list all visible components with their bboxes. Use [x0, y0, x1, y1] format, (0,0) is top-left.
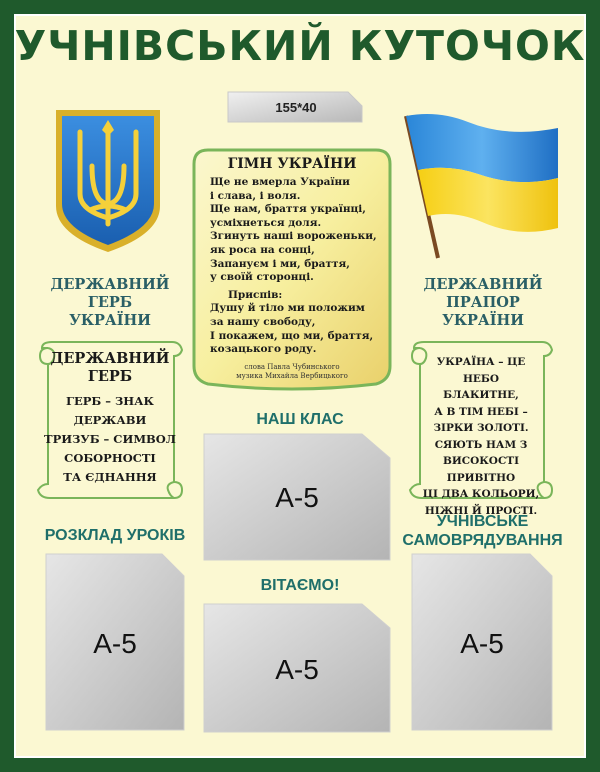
size-tag: [226, 90, 366, 124]
coat-caption: ДЕРЖАВНИЙ ГЕРБ УКРАЇНИ: [50, 276, 170, 329]
coat-of-arms-icon: [52, 106, 164, 256]
anthem-text: [196, 156, 388, 381]
size-label: 155*40: [275, 100, 317, 115]
flag-caption: ДЕРЖАВНИЙ ПРАПОР УКРАЇНИ: [423, 276, 543, 329]
schedule-heading: РОЗКЛАД УРОКІВ: [44, 527, 186, 544]
anthem-credits: слова Павла Чубинського музика Михайла Вербицького: [236, 362, 348, 380]
anthem-title: ГІМН УКРАЇНИ: [227, 156, 357, 172]
anthem-verse: Ще не вмерла України і слава, і воля. Ще нам, браття українці, усміхнеться доля. Згинуть наші вороженьки, як роса на сонці, Запануєм і ми, браття, у своїй сторонці. Приспів: Душу й тіло ми положим за нашу свободу, І покажем, що ми, браття, козацького роду.: [210, 176, 377, 356]
flag-scroll-text: УКРАЇНА – ЦЕ НЕБО БЛАКИТНЕ, А В ТІМ НЕБІ – ЗІРКИ ЗОЛОТІ. СЯЮТЬ НАМ З ВИСОКОСТІ ПРИВІТНО ЦІ ДВА КОЛЬОРИ, НІЖНІ Й ПРОСТІ.: [422, 356, 540, 517]
self-government-plate: А-5: [410, 552, 554, 732]
self-government-heading: УЧНІВСЬКЕ САМОВРЯДУВАННЯ: [402, 513, 563, 549]
our-class-heading: НАШ КЛАС: [256, 411, 344, 428]
class-plate: А-5: [202, 432, 392, 562]
schedule-plate: А-5: [44, 552, 186, 732]
greetings-heading: ВІТАЄМО!: [260, 577, 340, 594]
greetings-plate: А-5: [202, 602, 392, 734]
coat-scroll-text: ДЕРЖАВНИЙ ГЕРБ ГЕРБ – ЗНАК ДЕРЖАВИ ТРИЗУБ – СИМВОЛ СОБОРНОСТІ ТА ЄДНАННЯ: [44, 350, 176, 484]
flag-icon: [398, 110, 568, 262]
page-title: УЧНІВСЬКИЙ КУТОЧОК: [14, 22, 586, 70]
